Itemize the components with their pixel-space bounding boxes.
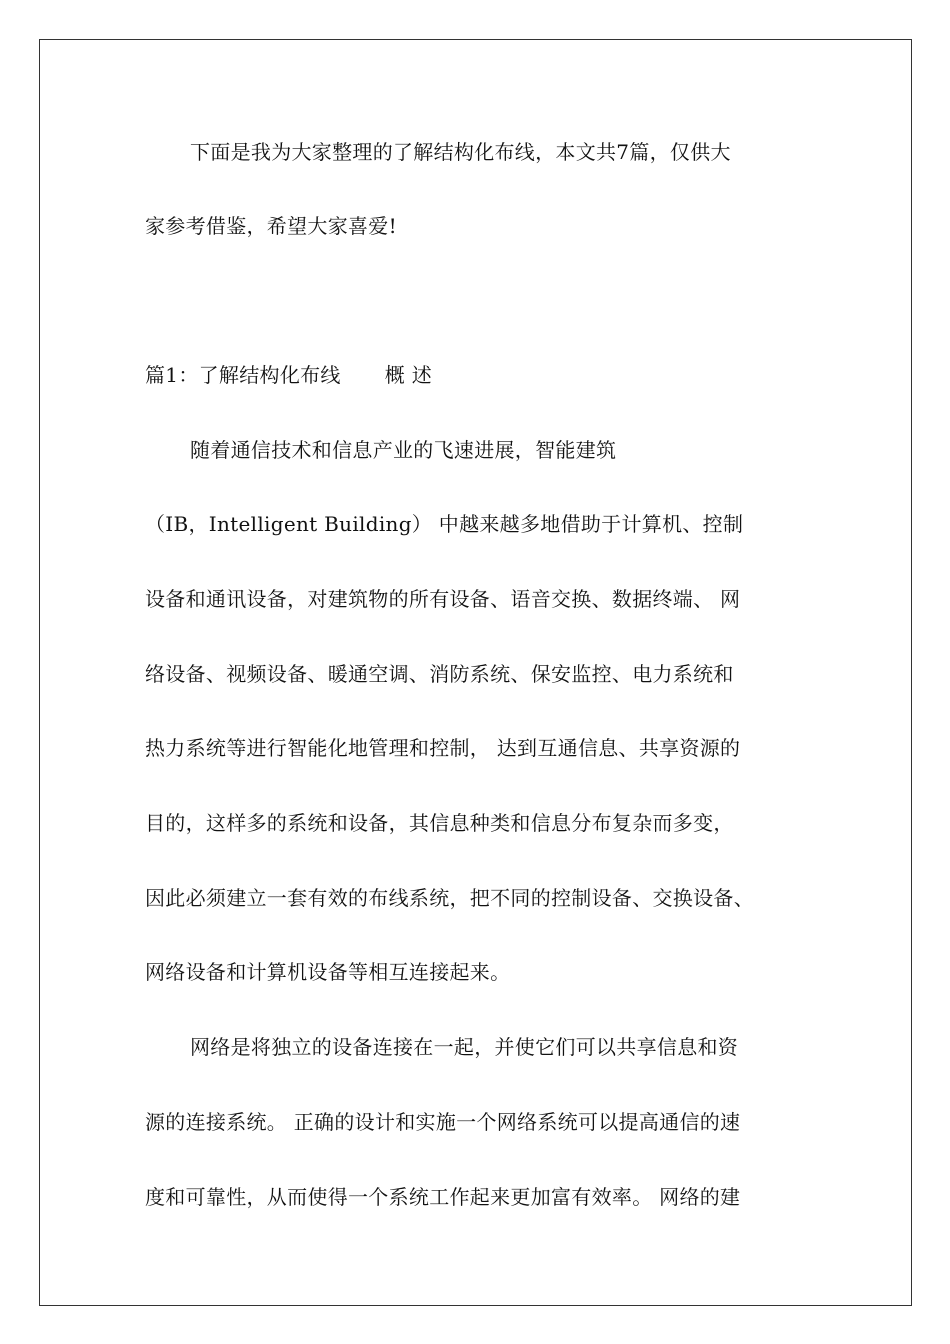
paragraph1-line: 网络设备和计算机设备等相互连接起来。 — [145, 960, 511, 984]
paragraph1-line: 络设备、视频设备、暖通空调、消防系统、保安监控、电力系统和 — [145, 662, 734, 686]
section-heading — [145, 361, 432, 389]
paragraph2-line: 网络是将独立的设备连接在一起，并使它们可以共享信息和资 — [190, 1035, 739, 1059]
paragraph1-line: 随着通信技术和信息产业的飞速进展，智能建筑 — [190, 438, 617, 462]
intro-line-1: 下面是我为大家整理的了解结构化布线，本文共7篇，仅供大 — [190, 140, 731, 164]
paragraph1-line: 目的，这样多的系统和设备，其信息种类和信息分布复杂而多变， — [145, 811, 734, 835]
paragraph1-line: 因此必须建立一套有效的布线系统，把不同的控制设备、交换设备、 — [145, 886, 754, 910]
intro-line-2: 家参考借鉴，希望大家喜爱! — [145, 214, 397, 238]
section-heading-title: 篇1：了解结构化布线 — [145, 363, 341, 387]
paragraph1-line: （IB，Intelligent Building） 中越来越多地借助于计算机、控制 — [145, 512, 744, 536]
paragraph2-line: 度和可靠性，从而使得一个系统工作起来更加富有效率。 网络的建 — [145, 1185, 741, 1209]
paragraph1-line: 设备和通讯设备，对建筑物的所有设备、语音交换、数据终端、 网 — [145, 587, 741, 611]
paragraph1-line: 热力系统等进行智能化地管理和控制， 达到互通信息、共享资源的 — [145, 736, 741, 760]
paragraph2-line: 源的连接系统。 正确的设计和实施一个网络系统可以提高通信的速 — [145, 1110, 741, 1134]
section-heading-subtitle: 概 述 — [384, 363, 432, 387]
